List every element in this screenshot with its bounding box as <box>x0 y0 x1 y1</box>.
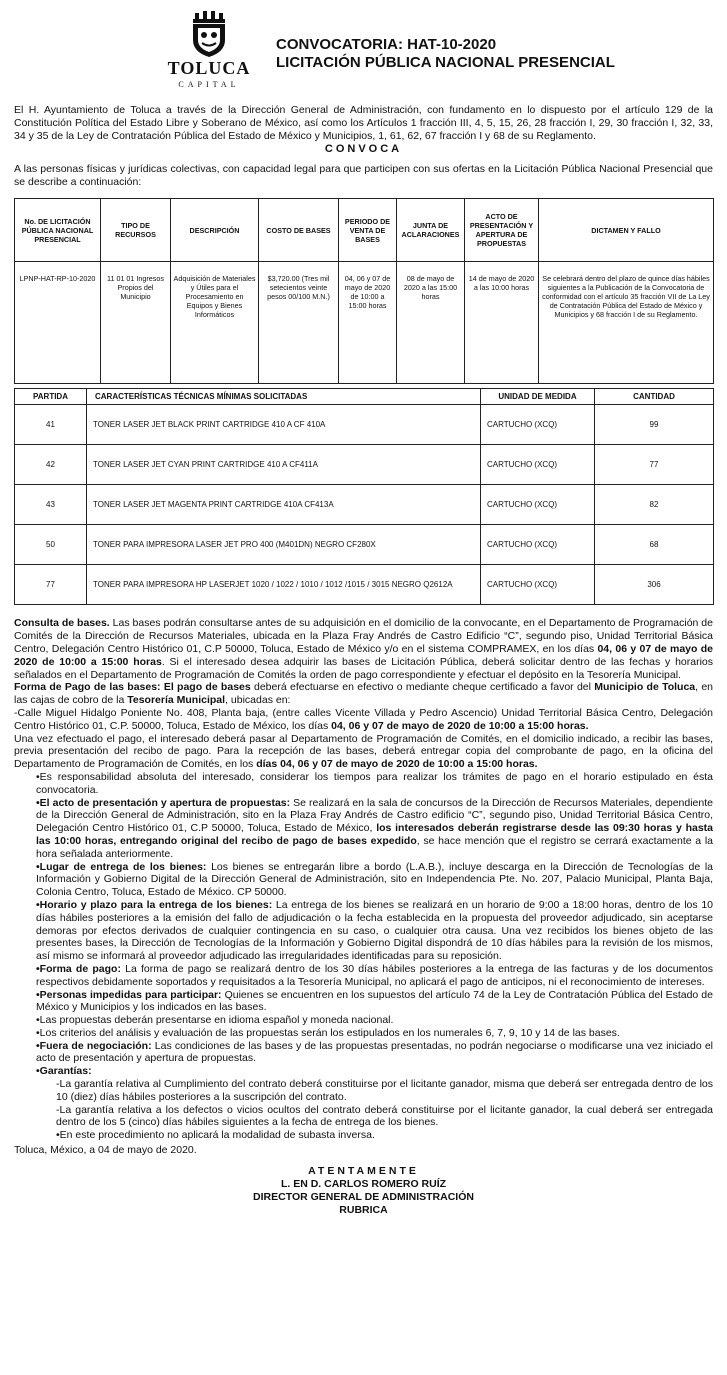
table-row <box>15 445 714 485</box>
atentamente: ATENTAMENTE <box>308 1164 419 1177</box>
tesoreria-name: Tesorería Municipal <box>127 694 226 707</box>
header-cell: CANTIDAD <box>595 389 714 405</box>
consulta-text: Las bases podrán consultarse antes de su adquisición en el domicilio de la convocante, en el Departamento de Programación de Comités de la Dirección de Recursos Materiales, ubicada en la Plaza Fray Andrés de Castro Edificio “C”, segundo piso, Unidad Territorial Básica Centro, Delegación Centro Histórico 01, C.P 50000, Toluca, Estado de México y/o en el sistema COMPRAMEX, en los días <box>14 617 713 655</box>
list-item <box>36 1040 713 1066</box>
header-cell: PERIODO DE VENTA DE BASES <box>339 199 397 262</box>
una-vez-dates: días 04, 06 y 07 de mayo de 2020 de 10:00 a 15:00 horas. <box>256 758 538 771</box>
header-cell: PARTIDA <box>15 389 87 405</box>
bullet-text: Se realizará en la sala de concursos de la Dirección de Recursos Materiales, dependiente de la Dirección General de Administración, sito en la Plaza Fray Andrés de Castro edificio “C”, segundo piso, Unidad Territorial Básica Centro, Delegación Centro Histórico 01, C.P 50000, Toluca, Estado de México, <box>36 796 713 835</box>
list-item <box>36 1065 713 1078</box>
forma-pago-bases-text: deberá efectuarse en efectivo o mediante cheque certificado a favor del <box>250 681 595 694</box>
bullet-text: Quienes se encuentren en los supuestos del artículo 74 de la Ley de Contratación Pública del Estado de México y Municipios y los indicados en las bases. <box>36 988 713 1014</box>
description-cell: TONER LASER JET BLACK PRINT CARTRIDGE 410 A CF 410A <box>87 405 481 445</box>
table-cell: 11 01 01 Ingresos Propios del Municipio <box>101 262 171 384</box>
bullet-text: Las condiciones de las bases y de las propuestas presentadas, no podrán negociarse o modificarse una vez iniciado el acto de presentación y apertura de propuestas. <box>36 1039 714 1065</box>
header-cell: COSTO DE BASES <box>259 199 339 262</box>
table-cell: 04, 06 y 07 de mayo de 2020 de 10:00 a 15:00 horas <box>339 262 397 384</box>
table-cell: LPNP-HAT-RP-10-2020 <box>15 262 101 384</box>
bullet-text: Los bienes se entregarán libre a bordo (L.A.B.), incluye descarga en la Dirección de Tecnologías de la Información y Gobierno Digital de la Dirección General de Administración, sito en Independencia Pte. No. 207, Palacio Municipal, Planta Baja, Colonia Centro, Toluca, Estado de México. CP 50000. <box>36 860 713 899</box>
partida-cell: 41 <box>15 405 87 445</box>
table-row <box>15 565 714 605</box>
description-cell: TONER LASER JET CYAN PRINT CARTRIDGE 410 A CF411A <box>87 445 481 485</box>
header <box>14 8 713 104</box>
header-cell: ACTO DE PRESENTACIÓN Y APERTURA DE PROPUESTAS <box>465 199 539 262</box>
bullet-label: •Personas impedidas para participar: <box>36 988 222 1001</box>
bullet-bold-text: los interesados deberán registrarse desde las 09:30 horas y hasta las 10:00 horas, entregando original del recibo de pago de bases expedido <box>36 822 713 847</box>
bullet-text-2: , se hace mención que el registro se cerrará exactamente a la hora señalada anteriormente. <box>36 834 713 860</box>
items-table-header <box>15 389 714 405</box>
una-vez-text: Una vez efectuado el pago, el interesado deberá pasar al Departamento de Programación de Comités, en el domicilio indicado, a recibir las bases, previa presentación del recibo de pago. Para la recepción de las bases, deberá entregar copia del comprobante de pago, en la oficina del Departamento de Programación de Comités, en los <box>14 732 713 771</box>
header-cell: CARACTERÍSTICAS TÉCNICAS MÍNIMAS SOLICITADAS <box>87 389 481 405</box>
signer-name: L. EN D. CARLOS ROMERO RUÍZ <box>280 1177 447 1190</box>
consulta-text-2: . Si el interesado desea adquirir las bases de Licitación Pública, deberá solicitar dentro de las fechas y horarios señalados en el Departamento de Programación de Comités la orden de pago correspondiente y efectuar el depósito en la Tesorería Municipal. <box>14 655 714 681</box>
document-title <box>276 36 615 72</box>
table-cell: Se celebrará dentro del plazo de quince días hábiles siguientes a la Publicación de la Convocatoria de conformidad con el artículo 35 fracción VII de La Ley de Contratación Pública del Estado de México y Municipios y 68 fracción I de su Reglamento. <box>539 262 714 384</box>
rubrica: RUBRICA <box>339 1204 388 1217</box>
header-cell: UNIDAD DE MEDIDA <box>481 389 595 405</box>
guarantees-list <box>14 1078 713 1142</box>
list-item <box>36 861 713 899</box>
bullet-label: •Fuera de negociación: <box>36 1039 152 1052</box>
quantity-cell: 77 <box>595 445 714 485</box>
list-item <box>36 963 713 989</box>
bullet-text: La forma de pago se realizará dentro de los 30 días hábiles posteriores a la entrega de las facturas y de los documentos respectivos debidamente soportados y requisitados a la Tesorería Municipal, no aplicará el pago de anticipos, ni el reconocimiento de intereses. <box>36 962 713 988</box>
logo-subtitle: CAPITAL <box>178 79 240 89</box>
convoca-heading: CONVOCA <box>324 143 403 156</box>
header-cell: DICTAMEN Y FALLO <box>539 199 714 262</box>
forma-pago-bases-text-2: , en las cajas de cobro de la <box>14 681 714 707</box>
description-cell: TONER PARA IMPRESORA LASER JET PRO 400 (M401DN) NEGRO CF280X <box>87 525 481 565</box>
forma-pago-bases-text-3: , ubicadas en: <box>225 694 291 707</box>
logo-wordmark: TOLUCA <box>167 58 251 78</box>
bullet-label: •Forma de pago: <box>36 962 121 975</box>
header-cell: No. DE LICITACIÓN PÚBLICA NACIONAL PRESENCIAL <box>15 199 101 262</box>
header-cell: TIPO DE RECURSOS <box>101 199 171 262</box>
table-row <box>15 262 714 384</box>
table-cell: 14 de mayo de 2020 a las 10:00 horas <box>465 262 539 384</box>
table-cell: $3,720.00 (Tres mil setecientos veinte pesos 00/100 M.N.) <box>259 262 339 384</box>
unit-cell: CARTUCHO (XCQ) <box>481 565 595 605</box>
unit-cell: CARTUCHO (XCQ) <box>481 485 595 525</box>
description-cell: TONER LASER JET MAGENTA PRINT CARTRIDGE 410A CF413A <box>87 485 481 525</box>
table-cell: 08 de mayo de 2020 a las 15:00 horas <box>397 262 465 384</box>
list-item: •En este procedimiento no aplicará la modalidad de subasta inversa. <box>56 1129 375 1142</box>
forma-pago-bases-label: Forma de Pago de las bases: El pago de bases <box>14 681 251 694</box>
address-text: -Calle Miguel Hidalgo Poniente No. 408, Planta baja, (entre calles Vicente Villada y Pedro Ascencio) Unidad Territorial Básica Centro, Delegación Centro Histórico 01, C.P. 50000, Toluca, Estado de México, los días <box>14 706 713 732</box>
consulta-paragraph <box>14 617 713 681</box>
list-item <box>36 797 713 861</box>
quantity-cell: 68 <box>595 525 714 565</box>
tender-table <box>14 198 714 384</box>
consulta-label: Consulta de bases. <box>14 617 110 630</box>
list-item: •Es responsabilidad absoluta del interesado, considerar los tiempos para realizar los trámites de pago en el horario estipulado en ésta convocatoria. <box>36 770 713 796</box>
quantity-cell: 306 <box>595 565 714 605</box>
unit-cell: CARTUCHO (XCQ) <box>481 525 595 565</box>
quantity-cell: 99 <box>595 405 714 445</box>
title-line-2: LICITACIÓN PÚBLICA NACIONAL PRESENCIAL <box>276 54 615 71</box>
bullet-label: •Lugar de entrega de los bienes: <box>36 860 207 873</box>
list-item: -La garantía relativa a los defectos o vicios ocultos del contrato deberá constituirse por el licitante ganador, la cual deberá ser entregada dentro de los 5 (cinco) días hábiles siguientes a la fecha de entrega de los bienes. <box>56 1103 713 1129</box>
una-vez-paragraph <box>14 733 713 771</box>
list-item: -La garantía relativa al Cumplimiento del contrato deberá constituirse por el licitante ganador, misma que deberá ser entregada dentro de los 10 (diez) días hábiles posteriores a la suscripción del contrato. <box>56 1078 713 1103</box>
partida-cell: 42 <box>15 445 87 485</box>
title-line-1: CONVOCATORIA: HAT-10-2020 <box>276 36 497 53</box>
consulta-dates: 04, 06 y 07 de mayo de 2020 de 10:00 a 15:00 horas <box>14 642 713 668</box>
tender-table-header <box>15 199 714 262</box>
address-paragraph <box>14 707 713 733</box>
table-row <box>15 485 714 525</box>
unit-cell: CARTUCHO (XCQ) <box>481 405 595 445</box>
list-item: •Las propuestas deberán presentarse en idioma español y moneda nacional. <box>36 1014 394 1027</box>
place-date: Toluca, México, a 04 de mayo de 2020. <box>14 1144 197 1157</box>
description-cell: TONER PARA IMPRESORA HP LASERJET 1020 / 1022 / 1010 / 1012 /1015 / 3015 NEGRO Q2612A <box>87 565 481 605</box>
bullet-text: La entrega de los bienes se realizará en un horario de 9:00 a 18:00 horas, dentro de los 10 días hábiles posteriores a la emisión del fallo de adjudicación o la fecha establecida en la propuesta del proveedor adjudicado, sin aceptarse demoras por efectos derivados de cualquier contingencia en su caso, o cualquier otra causa. Una vez recibidos los bienes objeto de las presentes bases, la Dirección de Tecnologías de la Información y Gobierno Digital dispondrá de 10 días hábiles para la revisión de los mismos, así mismo se informará al proveedor adjudicado las irregularidades identificadas para su reposición. <box>36 898 714 963</box>
table-cell: Adquisición de Materiales y Útiles para el Procesamiento en Equipos y Bienes Informáticos <box>171 262 259 384</box>
partida-cell: 43 <box>15 485 87 525</box>
bullet-label: •Garantías: <box>36 1065 92 1078</box>
items-table <box>14 388 714 605</box>
quantity-cell: 82 <box>595 485 714 525</box>
table-row <box>15 525 714 565</box>
header-cell: JUNTA DE ACLARACIONES <box>397 199 465 262</box>
list-item: •Los criterios del análisis y evaluación de las propuestas serán los estipulados en los numerales 6, 7, 9, 10 y 14 de las bases. <box>36 1026 620 1039</box>
bullet-list <box>14 771 713 1078</box>
toluca-logo <box>164 10 254 90</box>
coat-of-arms-icon <box>187 10 231 58</box>
partida-cell: 50 <box>15 525 87 565</box>
partida-cell: 77 <box>15 565 87 605</box>
municipio-name: Municipio de Toluca <box>594 681 696 694</box>
list-item <box>36 989 713 1015</box>
intro-paragraph-2: A las personas físicas y jurídicas colectivas, con capacidad legal para que participen con sus ofertas en la Licitación Pública Nacional Presencial que se describe a continuación: <box>14 162 713 188</box>
document <box>14 8 713 1217</box>
unit-cell: CARTUCHO (XCQ) <box>481 445 595 485</box>
list-item <box>36 899 713 963</box>
address-dates: 04, 06 y 07 de mayo de 2020 de 10:00 a 15:00 horas. <box>331 719 589 732</box>
bullet-label: •El acto de presentación y apertura de propuestas: <box>36 796 291 809</box>
forma-pago-bases-paragraph <box>14 681 713 707</box>
header-cell: DESCRIPCIÓN <box>171 199 259 262</box>
signer-position: DIRECTOR GENERAL DE ADMINISTRACIÓN <box>253 1191 474 1204</box>
table-row <box>15 405 714 445</box>
bullet-label: •Horario y plazo para la entrega de los bienes: <box>36 898 273 911</box>
signature-block <box>14 1165 713 1218</box>
intro-paragraph: El H. Ayuntamiento de Toluca a través de la Dirección General de Administración, con fundamento en lo dispuesto por el artículo 129 de la Constitución Política del Estado Libre y Soberano de México, así como los Artículos 1 fracción III, 4, 5, 15, 26, 28 fracción I, 29, 30 fracción I, 32, 33, 34 y 35 de la Ley de Contratación Pública del Estado de México y Municipios, 1, 61, 62, 67 fracción I y 68 de su Reglamento. <box>14 104 713 142</box>
